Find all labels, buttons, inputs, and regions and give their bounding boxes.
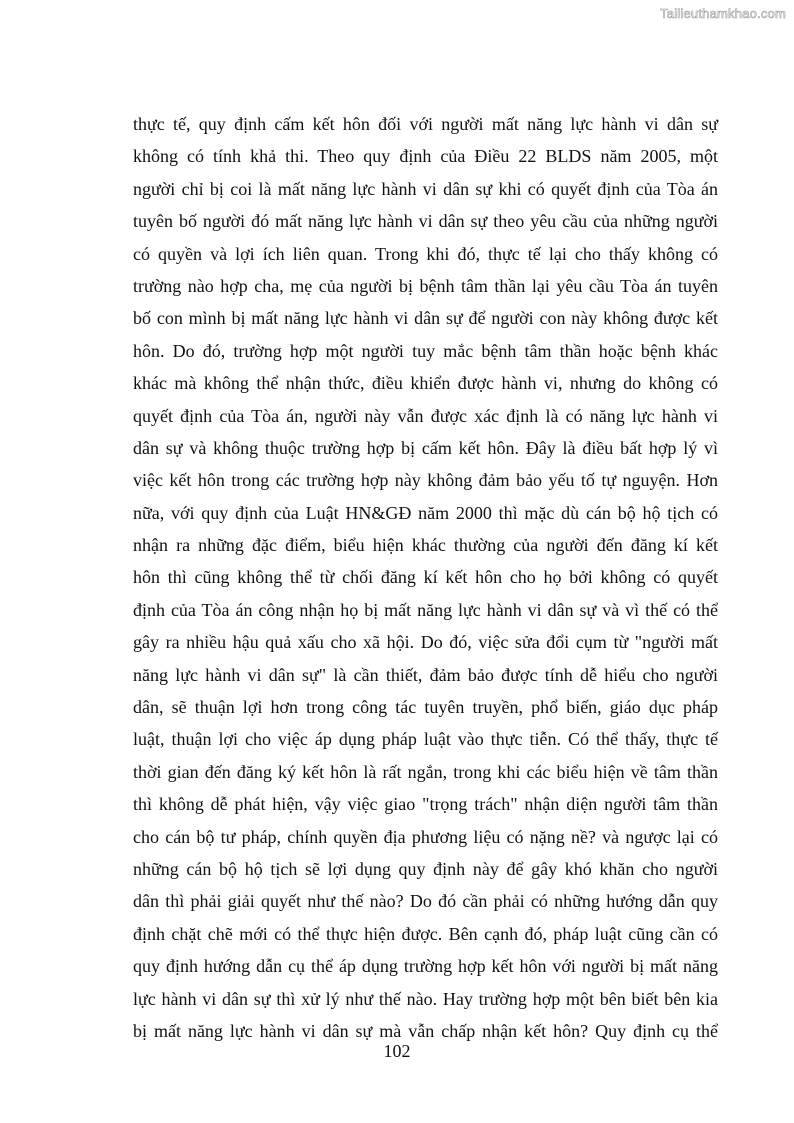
text-line: bị mất năng lực hành vi dân sự mà vẫn chấp nhận kết hôn? Quy định cụ thể [133,1020,718,1041]
text-line: khác mà không thể nhận thức, điều khiển được hành vi, nhưng do không có [133,373,718,394]
text-line: bố con mình bị mất năng lực hành vi dân sự để người con này không được kết [133,308,718,329]
page-number: 102 [383,1041,411,1061]
text-line: hôn thì cũng không thể từ chối đăng kí kết hôn cho họ bởi không có quyết [133,567,718,588]
watermark: Tailieuthamkhao.com [660,6,786,21]
text-line: lực hành vi dân sự thì xử lý như thế nào. Hay trường hợp một bên biết bên kia [133,988,718,1009]
text-line: hôn. Do đó, trường hợp một người tuy mắc bệnh tâm thần hoặc bệnh khác [133,340,718,361]
body-paragraph [133,108,718,1047]
text-line: người chỉ bị coi là mất năng lực hành vi dân sự khi có quyết định của Tòa án [133,178,718,199]
text-line: luật, thuận lợi cho việc áp dụng pháp luật vào thực tiễn. Có thể thấy, thực tế [133,729,718,750]
text-line: thì không dễ phát hiện, vậy việc giao "trọng trách" nhận diện người tâm thần [133,794,718,815]
text-line: cho cán bộ tư pháp, chính quyền địa phương liệu có nặng nề? và ngược lại có [133,826,718,847]
text-line: nữa, với quy định của Luật HN&GĐ năm 2000 thì mặc dù cán bộ hộ tịch có [133,502,718,523]
text-line: trường nào hợp cha, mẹ của người bị bệnh tâm thần lại yêu cầu Tòa án tuyên [133,275,718,296]
text-line: không có tính khả thi. Theo quy định của Điều 22 BLDS năm 2005, một [133,146,718,167]
text-line: dân, sẽ thuận lợi hơn trong công tác tuyên truyền, phổ biến, giáo dục pháp [133,697,718,718]
text-line: dân sự và không thuộc trường hợp bị cấm kết hôn. Đây là điều bất hợp lý vì [133,437,718,458]
text-line: thực tế, quy định cấm kết hôn đối với người mất năng lực hành vi dân sự [133,114,718,134]
text-line: nhận ra những đặc điểm, biểu hiện khác thường của người đến đăng kí kết [133,535,718,556]
text-line: có quyền và lợi ích liên quan. Trong khi đó, thực tế lại cho thấy không có [133,243,718,264]
text-line: những cán bộ hộ tịch sẽ lợi dụng quy định này để gây khó khăn cho người [133,858,718,879]
text-line: dân thì phải giải quyết như thế nào? Do đó cần phải có những hướng dẫn quy [133,891,718,912]
text-line: quy định hướng dẫn cụ thể áp dụng trường hợp kết hôn với người bị mất năng [133,956,718,977]
text-line: quyết định của Tòa án, người này vẫn được xác định là có năng lực hành vi [133,405,718,426]
text-line: định chặt chẽ mới có thể thực hiện được. Bên cạnh đó, pháp luật cũng cần có [133,923,718,944]
text-line: việc kết hôn trong các trường hợp này không đảm bảo yếu tố tự nguyện. Hơn [133,470,718,491]
text-line: thời gian đến đăng ký kết hôn là rất ngắn, trong khi các biểu hiện về tâm thần [133,761,718,782]
text-line: định của Tòa án công nhận họ bị mất năng lực hành vi dân sự và vì thế có thể [133,599,718,620]
text-line: gây ra nhiều hậu quả xấu cho xã hội. Do đó, việc sửa đổi cụm từ "người mất [133,632,718,653]
text-line: năng lực hành vi dân sự" là cần thiết, đảm bảo được tính dễ hiểu cho người [133,664,718,685]
text-line: tuyên bố người đó mất năng lực hành vi dân sự theo yêu cầu của những người [133,211,718,232]
